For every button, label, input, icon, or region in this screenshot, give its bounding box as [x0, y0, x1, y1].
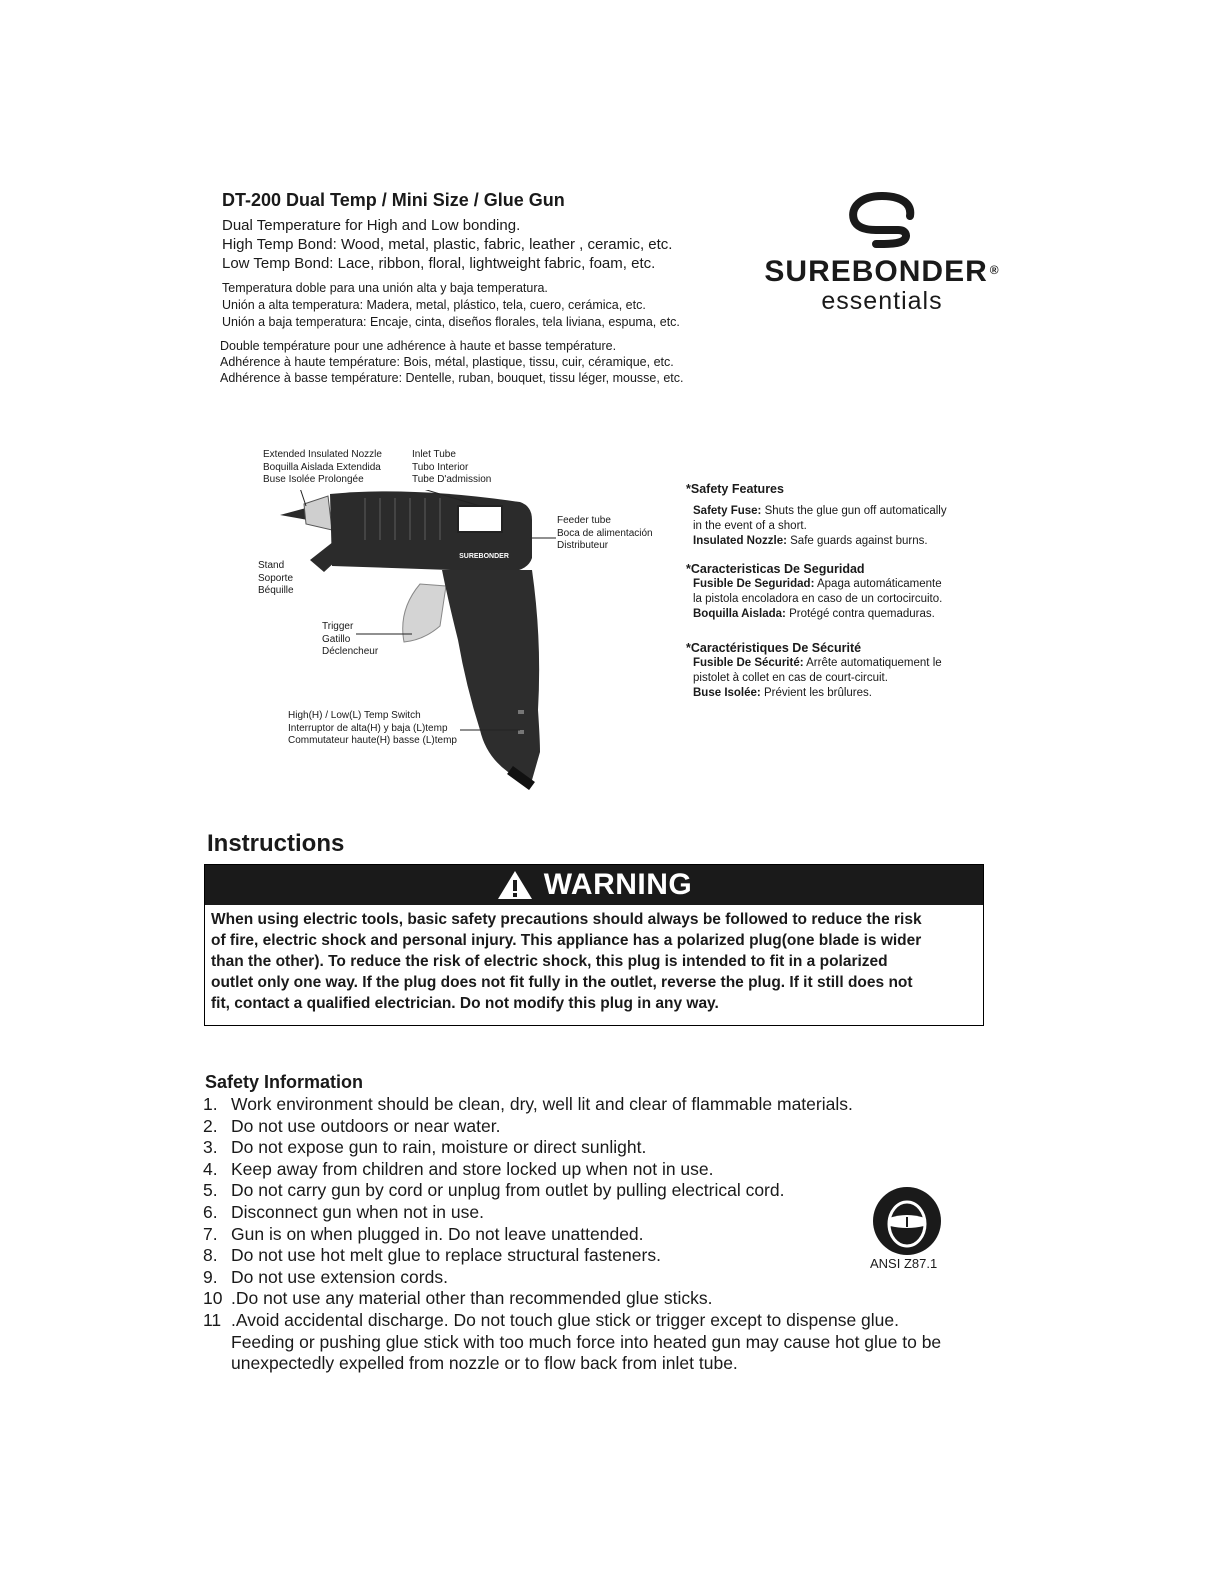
callout-line: Soporte	[258, 572, 294, 584]
instructions-heading: Instructions	[207, 830, 345, 857]
callout-line: Gatillo	[322, 633, 351, 645]
list-item	[203, 1137, 1003, 1159]
list-item	[203, 1159, 1003, 1181]
warning-line: than the other). To reduce the risk of electric shock, this plug is intended to fit in a polarized	[211, 953, 888, 970]
list-item	[203, 1288, 1003, 1310]
warning-line: of fire, electric shock and personal injury. This appliance has a polarized plug(one blade is wider	[211, 932, 922, 949]
callout-line: Extended Insulated Nozzle	[263, 449, 382, 460]
feature-text: pistolet à collet en cas de court-circuit.	[693, 672, 888, 684]
callout-line: Trigger	[322, 621, 354, 632]
feature-text: Protégé contra quemaduras.	[789, 608, 935, 620]
warning-line: outlet only one way. If the plug does not fit fully in the outlet, reverse the plug. If it still does not	[211, 974, 913, 991]
safety-features-heading: *Safety Features	[686, 482, 784, 496]
feature-text: Apaga automáticamente	[816, 578, 942, 590]
list-number: 4.	[203, 1158, 218, 1179]
list-text: Do not use hot melt glue to replace structural fasteners.	[231, 1245, 661, 1266]
feature-label: Buse Isolée:	[693, 687, 761, 699]
english-line: Low Temp Bond: Lace, ribbon, floral, lightweight fabric, foam, etc.	[222, 255, 656, 272]
warning-title: WARNING	[543, 868, 693, 901]
brand-name	[752, 255, 1012, 289]
list-continuation: unexpectedly expelled from nozzle or to flow back from inlet tube.	[231, 1353, 738, 1374]
surebonder-logo	[752, 190, 1012, 316]
safety-features-es	[686, 562, 942, 622]
list-text: .Avoid accidental discharge. Do not touch glue stick or trigger except to dispense glue.	[231, 1309, 899, 1330]
product-title: DT-200 Dual Temp / Mini Size / Glue Gun	[222, 190, 565, 210]
trigger-callout	[322, 621, 378, 659]
list-item	[203, 1116, 1003, 1138]
safety-features-heading: *Caractéristiques De Sécurité	[686, 641, 862, 655]
list-number: 3.	[203, 1137, 218, 1158]
nozzle-line	[686, 534, 947, 549]
list-number: 5.	[203, 1180, 218, 1201]
english-description	[222, 216, 672, 273]
warning-text	[205, 905, 983, 1014]
callout-line: Tube D'admission	[412, 474, 492, 485]
list-item	[203, 1310, 1003, 1332]
list-number: 8.	[203, 1245, 218, 1266]
warning-line: fit, contact a qualified electrician. Do not modify this plug in any way.	[211, 995, 719, 1012]
list-number: 1.	[203, 1094, 218, 1114]
callout-line: Tubo Interior	[412, 461, 469, 473]
nozzle-line	[686, 686, 942, 701]
callout-line: Boquilla Aislada Extendida	[263, 461, 381, 473]
feature-label: Fusible De Seguridad:	[693, 578, 815, 590]
french-description	[220, 338, 683, 386]
warning-box	[204, 864, 984, 1026]
spanish-description	[222, 280, 680, 331]
list-text: Do not carry gun by cord or unplug from outlet by pulling electrical cord.	[231, 1180, 785, 1201]
list-text: Disconnect gun when not in use.	[231, 1201, 484, 1222]
callout-line: Buse Isolée Prolongée	[263, 474, 364, 485]
feature-text: Arrête automatiquement le	[806, 657, 942, 669]
inlet-callout	[412, 449, 491, 487]
french-line: Double température pour une adhérence à haute et basse température.	[220, 339, 617, 353]
french-line: Adhérence à basse température: Dentelle, ruban, bouquet, tissu léger, mousse, etc.	[220, 371, 684, 385]
callout-line: Interruptor de alta(H) y baja (L)temp	[288, 722, 448, 734]
feature-label: Insulated Nozzle:	[693, 535, 787, 547]
registered-mark: ®	[989, 263, 1000, 277]
feature-text: Safe guards against burns.	[790, 535, 928, 547]
logo-mark-icon	[842, 190, 922, 248]
safety-features-en	[686, 482, 947, 549]
list-continuation: Feeding or pushing glue stick with too much force into heated gun may cause hot glue to be	[231, 1331, 942, 1352]
feature-label: Safety Fuse:	[693, 505, 762, 517]
list-text: Keep away from children and store locked up when not in use.	[231, 1158, 714, 1179]
list-number: 7.	[203, 1223, 218, 1244]
french-line: Adhérence à haute température: Bois, métal, plastique, tissu, cuir, céramique, etc.	[220, 355, 674, 369]
feature-text: in the event of a short.	[693, 520, 807, 532]
callout-line: Béquille	[258, 585, 294, 596]
callout-line: Distributeur	[557, 540, 609, 551]
feature-text: Shuts the glue gun off automatically	[764, 505, 947, 517]
safety-fuse-line	[686, 656, 942, 671]
callout-line: Commutateur haute(H) basse (L)temp	[288, 735, 457, 746]
list-number: 10	[203, 1288, 223, 1309]
list-number: 11	[203, 1309, 222, 1330]
feature-label: Boquilla Aislada:	[693, 608, 786, 620]
list-number: 9.	[203, 1266, 218, 1287]
list-text: Do not expose gun to rain, moisture or direct sunlight.	[231, 1137, 647, 1158]
callout-line: Déclencheur	[322, 646, 379, 657]
callout-line: Inlet Tube	[412, 449, 456, 460]
feature-text: Prévient les brûlures.	[763, 687, 872, 699]
safety-fuse-line	[686, 504, 947, 519]
warning-line: When using electric tools, basic safety precautions should always be followed to reduce the risk	[211, 911, 922, 928]
spanish-line: Unión a alta temperatura: Madera, metal, plástico, tela, cuero, cerámica, etc.	[222, 298, 646, 312]
english-line: Dual Temperature for High and Low bonding.	[222, 217, 521, 234]
safety-fuse-line	[686, 577, 942, 592]
list-text: Gun is on when plugged in. Do not leave unattended.	[231, 1223, 644, 1244]
list-item	[203, 1094, 1003, 1116]
safety-features-heading: *Caracteristicas De Seguridad	[686, 562, 865, 576]
callout-line: Stand	[258, 560, 285, 571]
english-line: High Temp Bond: Wood, metal, plastic, fabric, leather , ceramic, etc.	[222, 236, 673, 253]
feature-text: la pistola encoladora en caso de un cortocircuito.	[693, 593, 943, 605]
nozzle-callout	[263, 449, 382, 487]
spanish-line: Temperatura doble para una unión alta y baja temperatura.	[222, 281, 548, 295]
callout-line: High(H) / Low(L) Temp Switch	[288, 710, 421, 721]
list-number: 6.	[203, 1201, 218, 1222]
nozzle-line	[686, 607, 942, 622]
safety-features-fr	[686, 641, 942, 701]
gun-label: SUREBONDER	[459, 553, 509, 560]
feeder-callout	[557, 515, 653, 553]
feature-label: Fusible De Sécurité:	[693, 657, 804, 669]
warning-header	[205, 865, 983, 905]
brand-subtitle: essentials	[821, 287, 943, 315]
spanish-line: Unión a baja temperatura: Encaje, cinta, diseños florales, tela liviana, espuma, etc.	[222, 315, 680, 329]
list-text: Work environment should be clean, dry, well lit and clear of flammable materials.	[231, 1094, 853, 1114]
callout-line: Feeder tube	[557, 515, 611, 526]
safety-info-heading: Safety Information	[205, 1072, 364, 1092]
list-text: .Do not use any material other than recommended glue sticks.	[231, 1288, 713, 1309]
switch-callout	[288, 710, 457, 748]
ansi-label: ANSI Z87.1	[870, 1256, 938, 1271]
callout-line: Boca de alimentación	[557, 527, 653, 539]
list-number: 2.	[203, 1115, 218, 1136]
brand-text: SUREBONDER	[764, 255, 988, 288]
warning-triangle-icon	[496, 869, 534, 901]
list-text: Do not use outdoors or near water.	[231, 1115, 501, 1136]
stand-callout	[258, 560, 294, 598]
list-text: Do not use extension cords.	[231, 1266, 448, 1287]
safety-glasses-icon	[872, 1186, 942, 1256]
